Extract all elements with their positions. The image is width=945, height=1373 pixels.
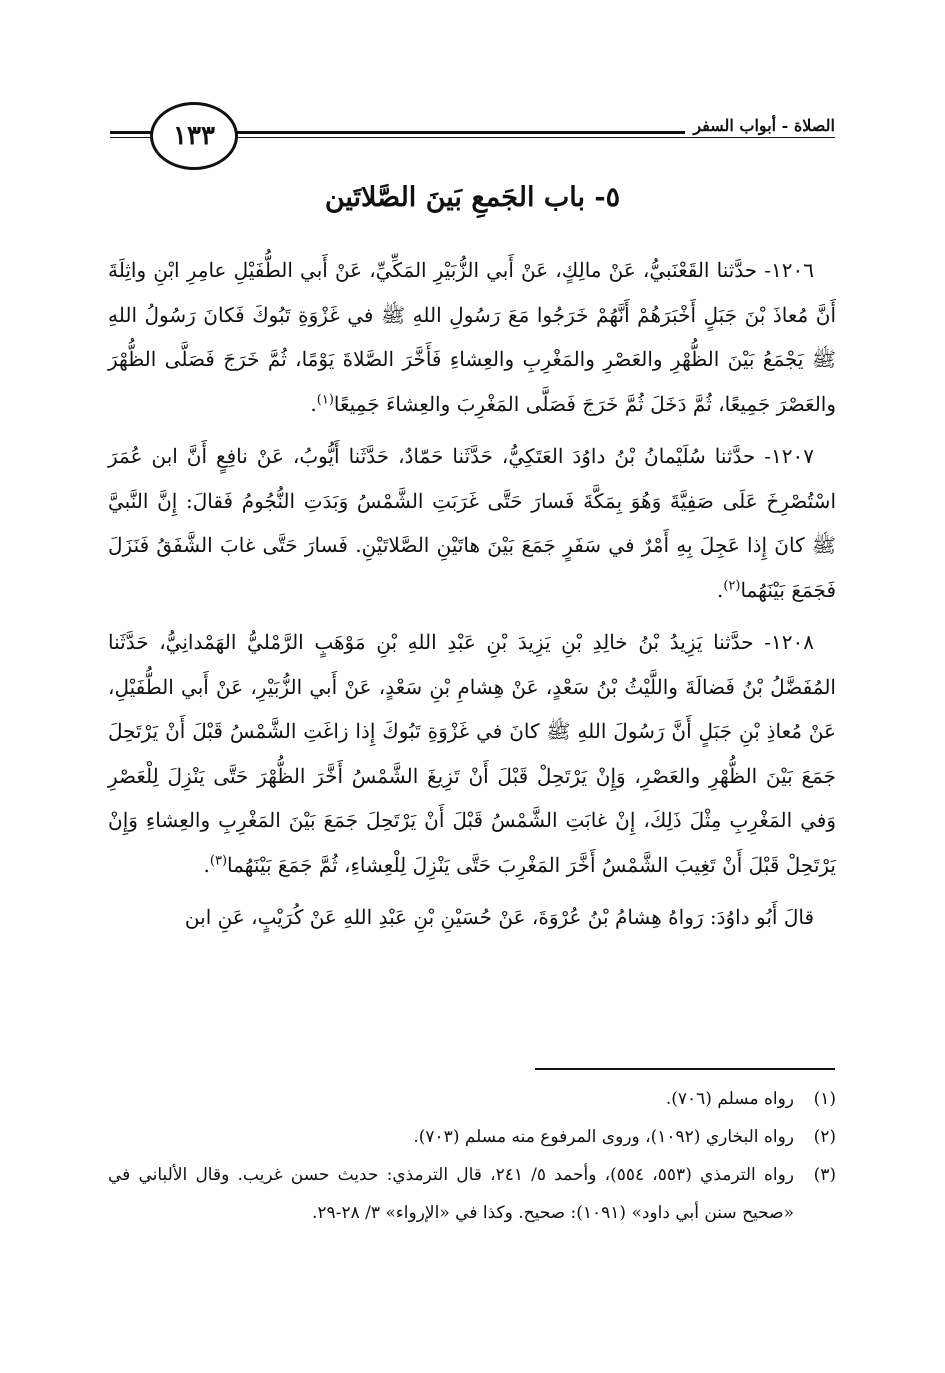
- header-rule-left: [110, 131, 152, 134]
- footnote-marker: (٣): [209, 852, 228, 868]
- footnote: [108, 1156, 836, 1232]
- hadith-paragraph: [108, 248, 836, 426]
- running-title: الصلاة - أبواب السفر: [685, 116, 835, 135]
- footnote-marker: (٢): [723, 577, 741, 593]
- sentence-end: .: [203, 852, 210, 877]
- page-number-badge: [150, 102, 238, 170]
- footnote-text: رواه مسلم (٧٠٦).: [665, 1089, 794, 1109]
- footnote-text: رواه الترمذي (٥٥٣، ٥٥٤)، وأحمد ٥/ ٢٤١، قال الترمذي: حديث حسن غريب. وقال الألباني في «صحيح سنن أبي داود» (١٠٩١): صحيح. وكذا في «الإرواء» ٣/ ٢٨-٢٩.: [108, 1165, 794, 1223]
- footnote-number: (١): [813, 1089, 836, 1109]
- sentence-end: .: [310, 391, 317, 416]
- footnote-marker: (١): [316, 391, 334, 407]
- hadith-text: ١٢٠٨- حدَّثنا يَزِيدُ بْنُ خالِدِ بْنِ يَزِيدَ بْنِ عَبْدِ اللهِ بْنِ مَوْهَبٍ الرَّمْليُّ الهَمْدانِيُّ، حَدَّثَنا المُفَضَّلُ بْنُ فَضالَةَ واللَّيْثُ بْنُ سَعْدٍ، عَنْ هِشامِ بْنِ سَعْدٍ، عَنْ أَبي الزُّبَيْرِ، عَنْ أَبي الطُّفَيْلِ، عَنْ مُعاذِ بْنِ جَبَلٍ أَنَّ رَسُولَ اللهِ ﷺ كانَ في غَزْوَةِ تَبُوكَ إِذا زاغَتِ الشَّمْسُ قَبْلَ أَنْ يَرْتَحِلَ جَمَعَ بَيْنَ الظُّهْرِ والعَصْرِ، وَإِنْ يَرْتَحِلْ قَبْلَ أَنْ تَزِيغَ الشَّمْسُ أَخَّرَ الظُّهْرَ حَتَّى يَنْزِلَ لِلْعَصْرِ وَفي المَغْرِبِ مِثْلَ ذَلِكَ، إِنْ غابَتِ الشَّمْسُ قَبْلَ أَنْ يَرْتَحِلَ جَمَعَ بَيْنَ المَغْرِبِ والعِشاءِ وَإِنْ يَرْتَحِلْ قَبْلَ أَنْ تَغِيبَ الشَّمْسُ أَخَّرَ المَغْرِبَ حَتَّى يَنْزِلَ لِلْعِشاءِ، ثُمَّ جَمَعَ بَيْنَهُما: [108, 630, 836, 877]
- trailing-paragraph: قالَ أَبُو داوُدَ: رَواهُ هِشامُ بْنُ عُرْوَةَ، عَنْ حُسَيْنِ بْنِ عَبْدِ اللهِ عَنْ كُرَيْبٍ، عَنِ ابن: [184, 905, 814, 929]
- footnote-number: (٢): [813, 1127, 836, 1147]
- page-number: ١٣٣: [173, 121, 215, 151]
- footnote: [108, 1118, 836, 1156]
- footnote-separator: [535, 1068, 835, 1070]
- page-header: [110, 100, 835, 170]
- chapter-title: ٥- باب الجَمعِ بَينَ الصَّلاتَين: [324, 182, 621, 213]
- footnote: [108, 1080, 836, 1118]
- footnote-text: رواه البخاري (١٠٩٢)، وروى المرفوع منه مسلم (٧٠٣).: [413, 1127, 794, 1147]
- hadith-paragraph: [108, 620, 836, 887]
- hadith-text: ١٢٠٦- حدَّثنا القَعْنَبيُّ، عَنْ مالِكٍ، عَنْ أَبي الزُّبَيْرِ المَكِّيِّ، عَنْ أَبي الطُّفَيْلِ عامِرِ ابْنِ واثِلَةَ أَنَّ مُعاذَ بْنَ جَبَلٍ أَخْبَرَهُمْ أَنَّهُمْ خَرَجُوا مَعَ رَسُولِ اللهِ ﷺ في غَزْوَةِ تَبُوكَ فَكانَ رَسُولُ اللهِ ﷺ يَجْمَعُ بَيْنَ الظُّهْرِ والعَصْرِ والمَغْرِبِ والعِشاءِ فَأَخَّرَ الصَّلاةَ يَوْمًا، ثُمَّ خَرَجَ فَصَلَّى الظُّهْرَ والعَصْرَ جَمِيعًا، ثُمَّ دَخَلَ ثُمَّ خَرَجَ فَصَلَّى المَغْرِبَ والعِشاءَ جَمِيعًا: [108, 258, 836, 416]
- hadith-paragraph: [108, 434, 836, 612]
- sentence-end: .: [716, 577, 724, 602]
- hadith-text: ١٢٠٧- حدَّثنا سُلَيْمانُ بْنُ داوُدَ العَتَكِيُّ، حَدَّثَنا حَمّادٌ، حَدَّثَنا أَيُّوبُ، عَنْ نافِعٍ أَنَّ ابن عُمَرَ اسْتُصْرِخَ عَلَى صَفِيَّةَ وَهُوَ بِمَكَّةَ فَسارَ حَتَّى غَرَبَتِ الشَّمْسُ وَبَدَتِ النُّجُومُ فَقالَ: إِنَّ النَّبيَّ ﷺ كانَ إِذا عَجِلَ بِهِ أَمْرٌ في سَفَرٍ جَمَعَ بَيْنَ هاتَيْنِ الصَّلاتَيْنِ. فَسارَ حَتَّى غابَ الشَّفَقُ فَنَزَلَ فَجَمَعَ بَيْنَهُما: [108, 444, 837, 602]
- main-text: [108, 248, 836, 940]
- footnote-number: (٣): [813, 1165, 836, 1185]
- footnotes: [108, 1080, 836, 1232]
- header-rule-thin: [232, 137, 835, 138]
- header-rule-left-thin: [110, 137, 152, 138]
